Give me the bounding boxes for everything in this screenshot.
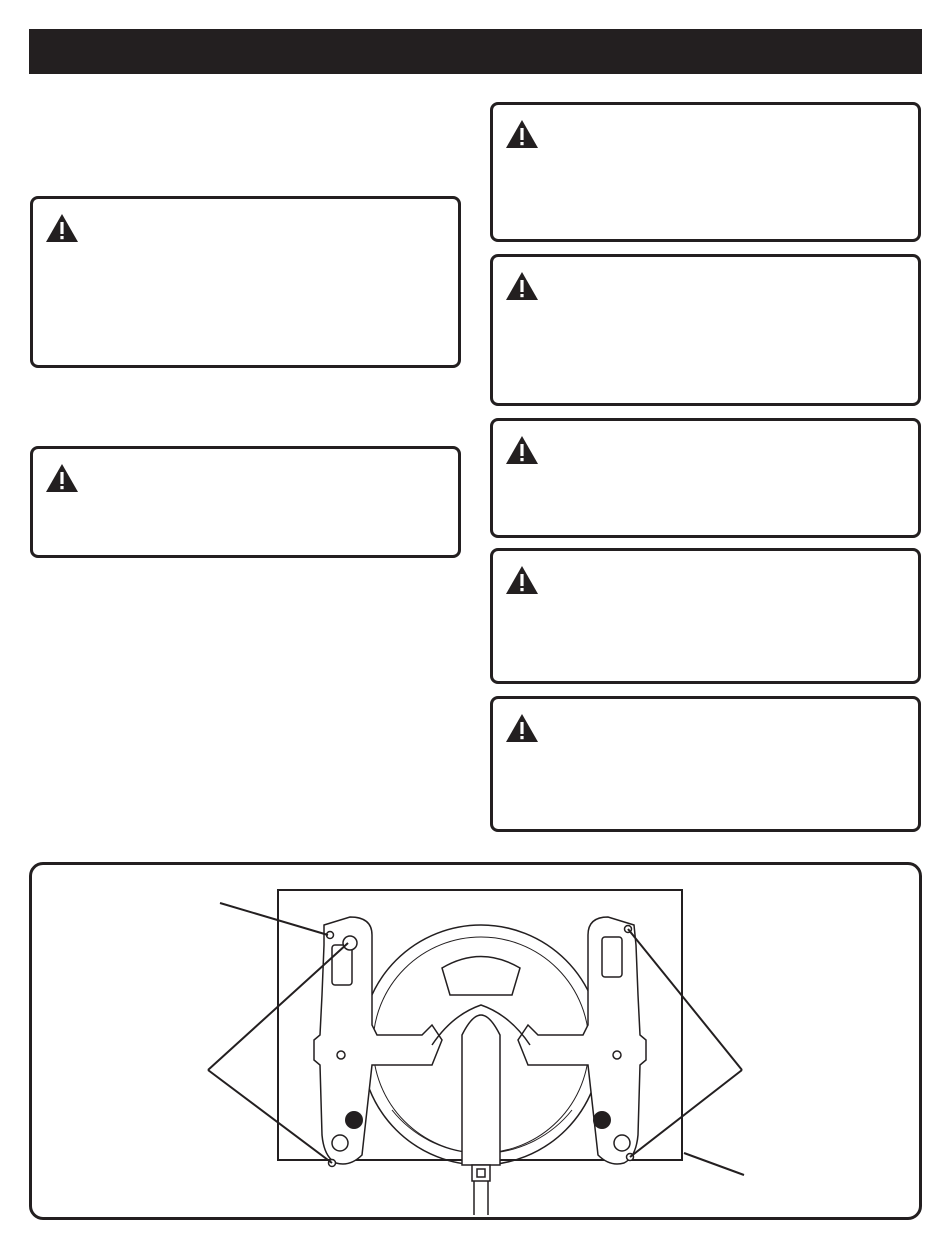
warning-triangle-icon [505, 271, 539, 301]
warning-triangle-icon [505, 565, 539, 595]
warning-box [490, 102, 921, 242]
warning-box [490, 548, 921, 684]
base-callout-right [684, 1153, 744, 1175]
miter-saw-base-illustration [32, 865, 919, 1217]
handle [472, 1165, 490, 1181]
warning-box [30, 446, 461, 558]
warning-box [490, 418, 921, 538]
warning-triangle-icon [505, 713, 539, 743]
adjustment-screw [345, 1111, 363, 1129]
center-rail [462, 1015, 500, 1165]
warning-triangle-icon [505, 119, 539, 149]
warning-box [490, 254, 921, 406]
warning-box [490, 696, 921, 832]
warning-triangle-icon [45, 213, 79, 243]
warning-triangle-icon [45, 463, 79, 493]
warning-triangle-icon [505, 435, 539, 465]
adjustment-screw [593, 1111, 611, 1129]
warning-box [30, 196, 461, 368]
figure-frame [29, 862, 922, 1220]
section-header-bar [29, 29, 922, 74]
